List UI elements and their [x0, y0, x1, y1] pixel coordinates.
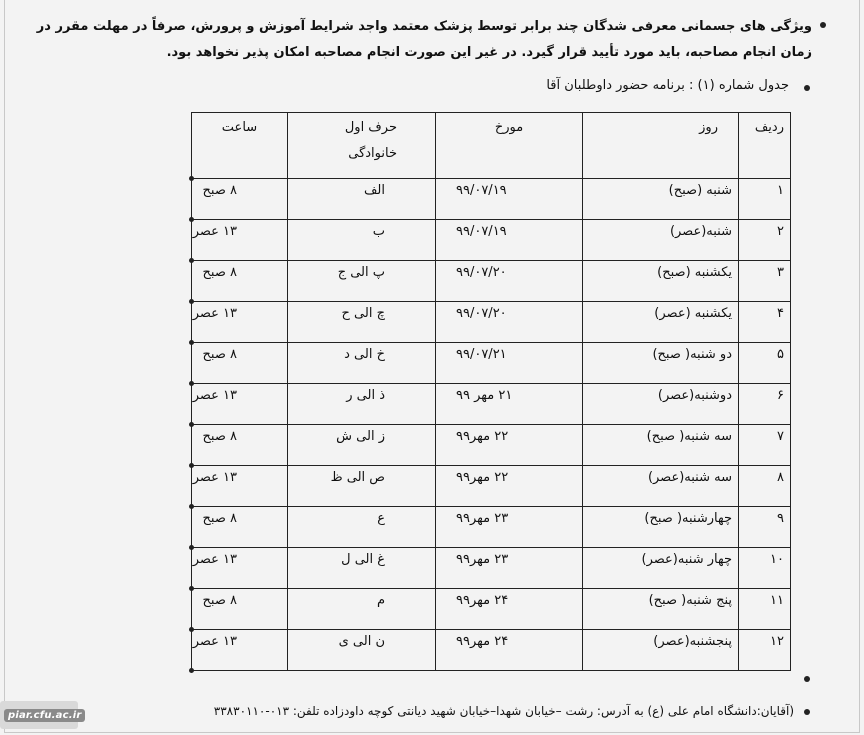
cell-letter: [288, 589, 436, 630]
cell-letter: [288, 548, 436, 589]
cell-time-label: ١٣ عصر: [192, 388, 237, 403]
bullet-icon: [804, 85, 810, 91]
cell-letter: [288, 384, 436, 425]
cell-date: [436, 589, 583, 630]
cell-day: [583, 384, 739, 425]
header-date: [436, 113, 583, 179]
cell-day: [583, 261, 739, 302]
cell-day: [583, 343, 739, 384]
cell-date-label: ٩٩/٠٧/٢٠: [456, 306, 507, 321]
cell-letter-label: چ الی ح: [341, 306, 385, 321]
cell-date: [436, 425, 583, 466]
header-time: [192, 113, 288, 179]
cell-date-label: ٢١ مهر ٩٩: [456, 388, 513, 403]
cell-day: [583, 425, 739, 466]
cell-letter-label: ع: [377, 511, 385, 526]
cell-letter: [288, 507, 436, 548]
cell-letter: [288, 425, 436, 466]
cell-radif: ۴: [739, 302, 791, 343]
cell-letter: [288, 302, 436, 343]
cell-date-label: ٩٩/٠٧/١٩: [456, 224, 507, 239]
cell-date-label: ٩٩/٠٧/١٩: [456, 183, 507, 198]
cell-day: [583, 548, 739, 589]
cell-letter-label: خ الی د: [344, 347, 385, 362]
table-header-row: [192, 113, 791, 179]
cell-radif: ٣: [739, 261, 791, 302]
cell-day-label: دوشنبه(عصر): [657, 388, 732, 403]
cell-radif: ١١: [739, 589, 791, 630]
cell-letter-label: غ الی ل: [341, 552, 385, 567]
cell-time-label: ١٣ عصر: [192, 552, 237, 567]
cell-time: [192, 179, 288, 220]
table-row: [192, 261, 791, 302]
table-row: [192, 220, 791, 261]
cell-radif: ٩: [739, 507, 791, 548]
cell-radif: ١٠: [739, 548, 791, 589]
cell-radif: ٨: [739, 466, 791, 507]
bullet-icon: [820, 22, 826, 28]
header-letter: [288, 113, 436, 179]
cell-time-label: ٨ صبح: [202, 347, 237, 362]
cell-letter: [288, 261, 436, 302]
cell-time: [192, 261, 288, 302]
cell-time-label: ٨ صبح: [202, 183, 237, 198]
table-row: [192, 507, 791, 548]
cell-time-label: ٨ صبح: [202, 265, 237, 280]
cell-radif: ۶: [739, 384, 791, 425]
table-caption: جدول شماره (١) : برنامه حضور داوطلبان آقا: [546, 78, 789, 93]
cell-day: [583, 589, 739, 630]
cell-time-label: ١٣ عصر: [192, 224, 237, 239]
cell-time: [192, 343, 288, 384]
cell-letter: [288, 343, 436, 384]
bullet-icon: [804, 676, 810, 682]
cell-time: [192, 302, 288, 343]
cell-radif: ٢: [739, 220, 791, 261]
table-row: [192, 343, 791, 384]
cell-letter-label: الف: [363, 183, 385, 198]
cell-date-label: ٢۴ مهر٩٩: [456, 634, 509, 649]
cell-date: [436, 302, 583, 343]
cell-letter-label: پ الی ج: [337, 265, 385, 280]
table-row: [192, 179, 791, 220]
cell-day-label: پنج شنبه( صبح): [648, 593, 732, 608]
cell-radif: ٧: [739, 425, 791, 466]
cell-time: [192, 507, 288, 548]
header-time-label: ساعت: [221, 120, 258, 135]
cell-time-label: ٨ صبح: [202, 511, 237, 526]
table-row: [192, 425, 791, 466]
site-logo: [0, 701, 82, 729]
table-row: [192, 384, 791, 425]
cell-letter-label: ن الی ی: [338, 634, 385, 649]
cell-time-label: ١٣ عصر: [192, 306, 237, 321]
cell-radif: ١٢: [739, 630, 791, 671]
cell-time: [192, 220, 288, 261]
cell-letter-label: ب: [372, 224, 385, 239]
table-row: [192, 630, 791, 671]
bullet-icon: [804, 709, 810, 715]
cell-date: [436, 343, 583, 384]
header-day-label: روز: [699, 120, 718, 135]
header-day: [583, 113, 739, 179]
table-row: [192, 302, 791, 343]
cell-time-label: ١٣ عصر: [192, 634, 237, 649]
cell-date-label: ٢٣ مهر٩٩: [456, 552, 509, 567]
table-row: [192, 548, 791, 589]
cell-letter-label: م: [376, 593, 385, 608]
cell-date: [436, 220, 583, 261]
cell-day-label: چهارشنبه( صبح): [644, 511, 732, 526]
cell-day-label: یکشنبه (صبح): [657, 265, 732, 280]
cell-date: [436, 630, 583, 671]
address-text: (آقایان:دانشگاه امام علی (ع) به آدرس: رشت –خیابان شهدا–خیابان شهید دیانتی کوچه داودزاده تلفن: ٠١٣-٣٣٨٣٠١١٠: [213, 704, 794, 718]
cell-time: [192, 589, 288, 630]
cell-time: [192, 548, 288, 589]
header-date-label: مورخ: [494, 120, 524, 135]
table-row: [192, 466, 791, 507]
cell-date-label: ٩٩/٠٧/٢١: [456, 347, 507, 362]
schedule-table: [191, 112, 791, 671]
cell-radif: ۵: [739, 343, 791, 384]
cell-time-label: ١٣ عصر: [192, 470, 237, 485]
cell-date-label: ٢۴ مهر٩٩: [456, 593, 509, 608]
cell-date: [436, 466, 583, 507]
cell-day-label: شنبه(عصر): [669, 224, 732, 239]
cell-time: [192, 425, 288, 466]
cell-letter-label: ص الی ظ: [330, 470, 385, 485]
cell-day-label: سه شنبه(عصر): [647, 470, 732, 485]
cell-day-label: چهار شنبه(عصر): [641, 552, 732, 567]
cell-date-label: ٢٣ مهر٩٩: [456, 511, 509, 526]
cell-date: [436, 384, 583, 425]
cell-time-label: ٨ صبح: [202, 429, 237, 444]
table-row: [192, 589, 791, 630]
intro-paragraph: ویژگی های جسمانی معرفی شدگان چند برابر توسط پزشک معتمد واجد شرایط آموزش و پرورش، صرفاً در مهلت مقرر در زمان انجام مصاحبه، باید مورد تأیید قرار گیرد. در غیر این صورت انجام مصاحبه امکان پذیر نخواهد بود.: [36, 19, 812, 60]
cell-date: [436, 548, 583, 589]
cell-letter-label: ذ الی ر: [346, 388, 385, 403]
cell-day: [583, 466, 739, 507]
cell-day: [583, 507, 739, 548]
cell-day-label: پنجشنبه(عصر): [653, 634, 732, 649]
cell-letter: [288, 220, 436, 261]
cell-day-label: دو شنبه( صبح): [652, 347, 732, 362]
logo-text: piar.cfu.ac.ir: [4, 709, 85, 722]
cell-time: [192, 384, 288, 425]
cell-letter: [288, 630, 436, 671]
cell-date-label: ٢٢ مهر٩٩: [456, 429, 509, 444]
cell-letter: [288, 179, 436, 220]
cell-date-label: ٩٩/٠٧/٢٠: [456, 265, 507, 280]
cell-date-label: ٢٢ مهر٩٩: [456, 470, 509, 485]
cell-letter: [288, 466, 436, 507]
table-dot-icon: [189, 668, 194, 673]
cell-time: [192, 466, 288, 507]
header-letter-label: حرف اول خانوادگی: [344, 120, 397, 161]
cell-day: [583, 630, 739, 671]
cell-day-label: شنبه (صبح): [668, 183, 732, 198]
cell-radif: ١: [739, 179, 791, 220]
cell-date: [436, 179, 583, 220]
cell-date: [436, 261, 583, 302]
cell-time: [192, 630, 288, 671]
cell-day-label: سه شنبه( صبح): [646, 429, 732, 444]
cell-date: [436, 507, 583, 548]
cell-day: [583, 302, 739, 343]
cell-day: [583, 179, 739, 220]
cell-letter-label: ز الی ش: [336, 429, 385, 444]
header-radif: ردیف: [739, 113, 791, 179]
cell-time-label: ٨ صبح: [202, 593, 237, 608]
cell-day-label: یکشنبه (عصر): [654, 306, 732, 321]
cell-day: [583, 220, 739, 261]
